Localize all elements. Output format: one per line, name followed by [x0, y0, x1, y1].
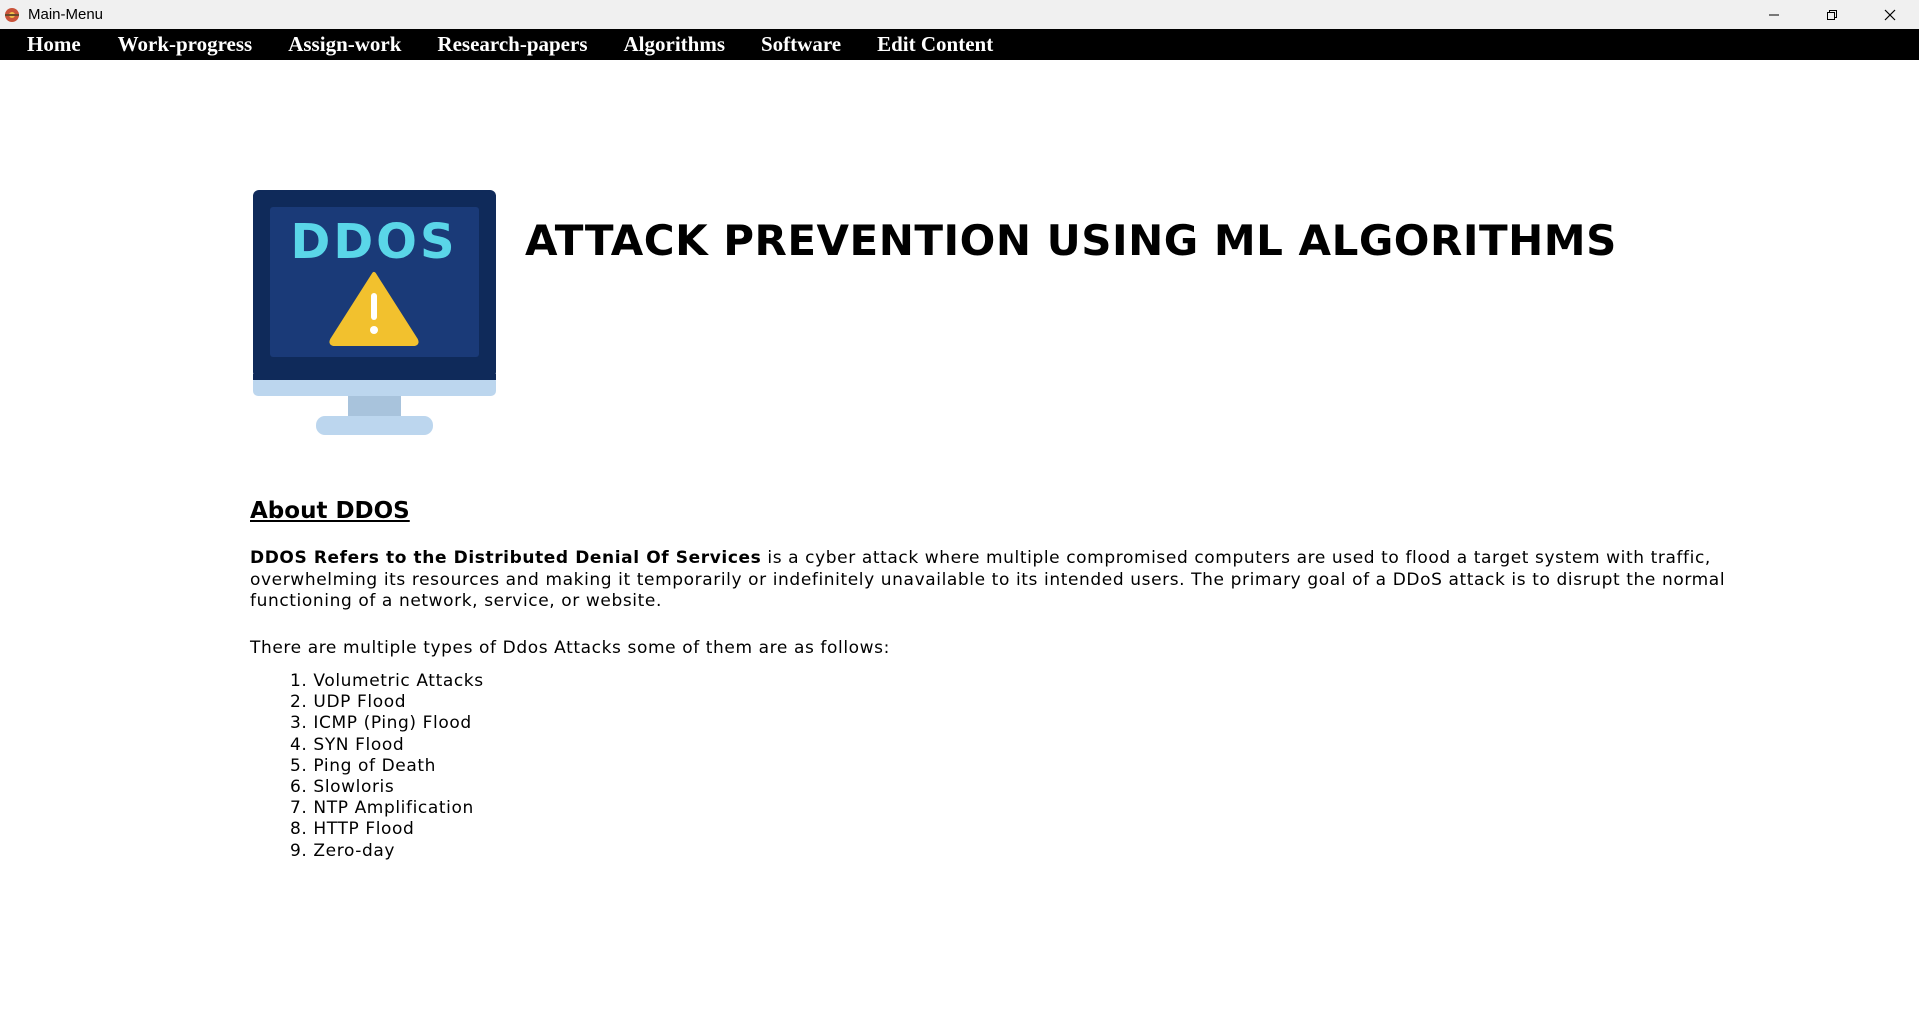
- window-title: Main-Menu: [28, 6, 104, 23]
- ddos-monitor-image: [253, 190, 496, 435]
- list-item: 6. Slowloris: [290, 777, 395, 798]
- app-icon: [2, 5, 22, 25]
- list-item: 2. UDP Flood: [290, 692, 407, 713]
- close-button[interactable]: [1861, 0, 1919, 29]
- window-titlebar: [0, 0, 1919, 29]
- list-item: 8. HTTP Flood: [290, 819, 415, 840]
- menu-item-edit-content[interactable]: Edit Content: [877, 32, 994, 56]
- about-body-text: is a cyber attack where multiple compromised computers are used to flood a target system with traffic, overwhelming its resources and making it temporarily or indefinitely unavailable to its intended users. The primary goal of a DDoS attack is to disrupt the normal functioning of a network, service, or website.: [250, 548, 1726, 611]
- hero-section: [250, 190, 1790, 440]
- about-ddos-paragraph: [250, 548, 1790, 613]
- menu-item-work-progress[interactable]: Work-progress: [117, 32, 253, 56]
- list-item: 7. NTP Amplification: [290, 798, 474, 819]
- restore-button[interactable]: [1803, 0, 1861, 29]
- main-content: [250, 190, 1790, 861]
- about-ddos-heading: About DDOS: [250, 498, 410, 524]
- menu-item-home[interactable]: Home: [27, 32, 81, 56]
- attack-list-intro: There are multiple types of Ddos Attacks some of them are as follows:: [250, 638, 890, 658]
- menu-item-research-papers[interactable]: Research-papers: [437, 32, 588, 56]
- about-bold-lead: DDOS Refers to the Distributed Denial Of Services: [250, 548, 762, 568]
- list-item: 1. Volumetric Attacks: [290, 671, 484, 691]
- ddos-image-text: DDOS: [290, 214, 458, 270]
- window-controls: [1745, 0, 1919, 29]
- close-icon: [1884, 9, 1896, 21]
- list-item: 9. Zero-day: [290, 840, 396, 861]
- menu-item-software[interactable]: Software: [761, 32, 842, 56]
- list-item: 3. ICMP (Ping) Flood: [290, 713, 472, 734]
- menu-item-algorithms[interactable]: Algorithms: [623, 32, 725, 56]
- attack-types-list: [290, 671, 484, 862]
- minimize-icon: [1768, 9, 1780, 21]
- menu-item-assign-work[interactable]: Assign-work: [288, 32, 402, 56]
- page-title: ATTACK PREVENTION USING ML ALGORITHMS: [525, 216, 1617, 265]
- list-item: 5. Ping of Death: [290, 755, 436, 776]
- minimize-button[interactable]: [1745, 0, 1803, 29]
- restore-icon: [1826, 9, 1838, 21]
- list-item: 4. SYN Flood: [290, 734, 405, 755]
- main-menu-bar: [0, 29, 1919, 60]
